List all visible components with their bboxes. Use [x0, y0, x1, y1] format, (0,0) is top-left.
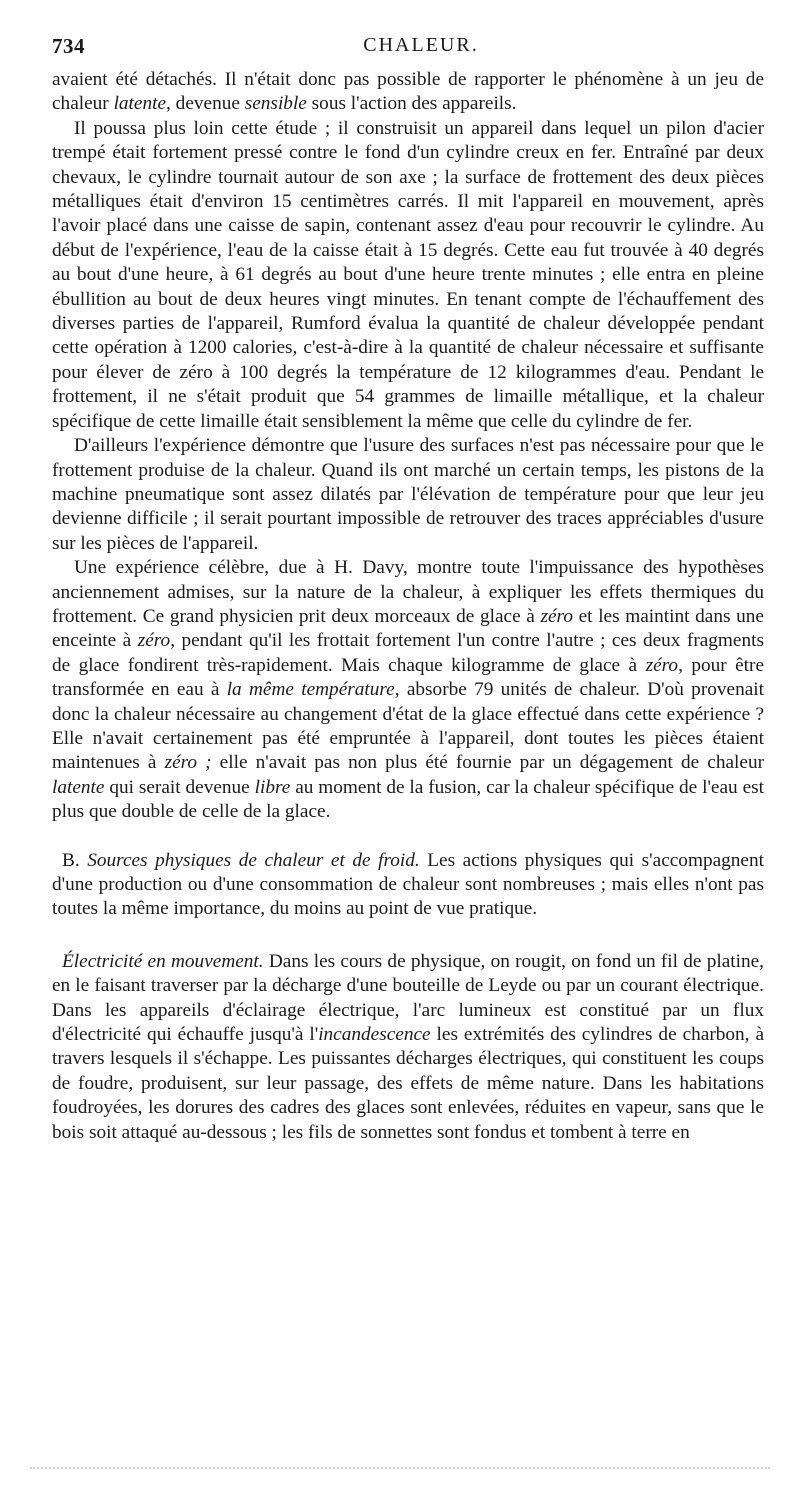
- italic-text: Électricité en mouvement.: [62, 950, 264, 972]
- text-run: Il poussa plus loin cette étude ; il construisit un appareil dans lequel un pilon d'acier trempé était fortement pressé contre le fond d'un cylindre creux en fer. Entraîné par deux chevaux, le cylindre tournait autour de son axe ; la surface de frottement des deux pièces métalliques était d'environ 15 centimètres carrés. Il mit l'appareil en mouvement, après l'avoir placé dans une caisse de sapin, contenant assez d'eau pour recouvrir le cylindre. Au début de l'expérience, l'eau de la caisse était à 15 degrés. Cette eau fut trouvée à 40 degrés au bout d'une heure, à 61 degrés au bout d'une heure trente minutes ; elle entra en pleine ébullition au bout de deux heures vingt minutes. En tenant compte de l'échauffement des diverses parties de l'appareil, Rumford évalua la quantité de chaleur développée pendant cette opération à 1200 calories, c'est-à-dire à la quantité de chaleur nécessaire et suffisante pour élever de zéro à 100 degrés la température de 12 kilogrammes d'eau. Pendant le frottement, il ne s'était produit que 54 grammes de limaille métallique, et la chaleur spécifique de cette limaille était sensiblement la même que celle du cylindre de fer.: [52, 117, 764, 432]
- page-header: [52, 34, 760, 64]
- italic-text: zéro ;: [164, 752, 212, 774]
- text-run: les extrémités des cylindres de charbon, à travers lesquels il s'échappe. Les puissantes décharges électriques, qui constituent les coups de foudre, produisent, sur leur passage, des effets de même nature. Dans les habitations foudroyées, les dorures des cadres des glaces sont enlevées, réduites en vapeur, sans que le bois soit attaqué au-dessous ; les fils de sonnettes sont fondus et tombent à terre en: [52, 1024, 764, 1143]
- paragraph: [52, 68, 764, 117]
- italic-text: latente: [52, 776, 105, 798]
- subsection-paragraph: [52, 950, 764, 1145]
- text-run: , pour être transformée en eau à: [52, 654, 765, 701]
- text-run: Les actions physiques qui s'accompagnent d'une production ou d'une consommation de chaleur sont nombreuses ; mais elles n'ont pas toutes la même importance, du moins au point de vue pratique.: [52, 849, 764, 920]
- text-run: avaient été détachés. Il n'était donc pas possible de rapporter le phénomène à un jeu de chaleur: [52, 69, 764, 115]
- text-run: , devenue: [166, 93, 245, 115]
- italic-text: zéro: [540, 605, 573, 627]
- paragraph: [52, 434, 764, 556]
- page-number: 734: [52, 34, 85, 58]
- text-run: Dans les cours de physique, on rougit, on fond un fil de platine, en le faisant traverser par la décharge d'une bouteille de Leyde ou par un courant électrique. Dans les appareils d'éclairage électrique, l'arc lumineux est constitué par un flux d'électricité qui échauffe jusqu'à l': [52, 950, 764, 1046]
- text-run: B.: [62, 849, 88, 871]
- italic-text: sensible: [244, 93, 307, 115]
- italic-text: libre: [254, 776, 291, 798]
- italic-text: latente: [113, 93, 167, 115]
- footer-rule: [30, 1467, 770, 1471]
- text-run: elle n'avait pas non plus été fournie par un dégagement de chaleur: [211, 752, 765, 774]
- text-run: sous l'action des appareils.: [306, 93, 517, 115]
- italic-text: la même température: [226, 679, 395, 701]
- text-run: , pendant qu'il les frottait fortement l'un contre l'autre ; ces deux fragments de glace fondirent très-rapidement. Mais chaque kilogramme de glace à: [52, 630, 764, 676]
- italic-text: zéro: [137, 630, 171, 652]
- section-heading-paragraph: [52, 849, 764, 922]
- text-run: , absorbe 79 unités de chaleur. D'où provenait donc la chaleur nécessaire au changement d'état de la glace effectué dans cette expérience ? Elle n'avait certainement pas été empruntée à l'appareil, dont toutes les pièces étaient maintenues à: [52, 679, 764, 774]
- italic-text: incandescence: [318, 1024, 431, 1046]
- body-text: [52, 68, 764, 1145]
- text-run: qui serait devenue: [104, 776, 255, 798]
- text-run: Une expérience célèbre, due à H. Davy, montre toute l'impuissance des hypothèses anciennement admises, sur la nature de la chaleur, à expliquer les effets thermiques du frottement. Ce grand physicien prit deux morceaux de glace à: [52, 557, 764, 627]
- text-run: et les maintint dans une enceinte à: [52, 605, 764, 652]
- text-run: au moment de la fusion, car la chaleur spécifique de l'eau est plus que double de celle de la glace.: [52, 776, 764, 823]
- italic-text: Sources physiques de chaleur et de froid.: [87, 849, 420, 871]
- paragraph: [52, 556, 764, 824]
- italic-text: zéro: [645, 654, 679, 676]
- text-run: D'ailleurs l'expérience démontre que l'usure des surfaces n'est pas nécessaire pour que le frottement produise de la chaleur. Quand ils ont marché un certain temps, les pistons de la machine pneumatique sont assez dilatés par l'élévation de température pour que leur jeu devienne difficile ; il serait pourtant impossible de retrouver des traces appréciables d'usure sur les pièces de l'appareil.: [52, 435, 764, 554]
- paragraph: [52, 117, 764, 434]
- running-title: CHALEUR.: [363, 34, 479, 56]
